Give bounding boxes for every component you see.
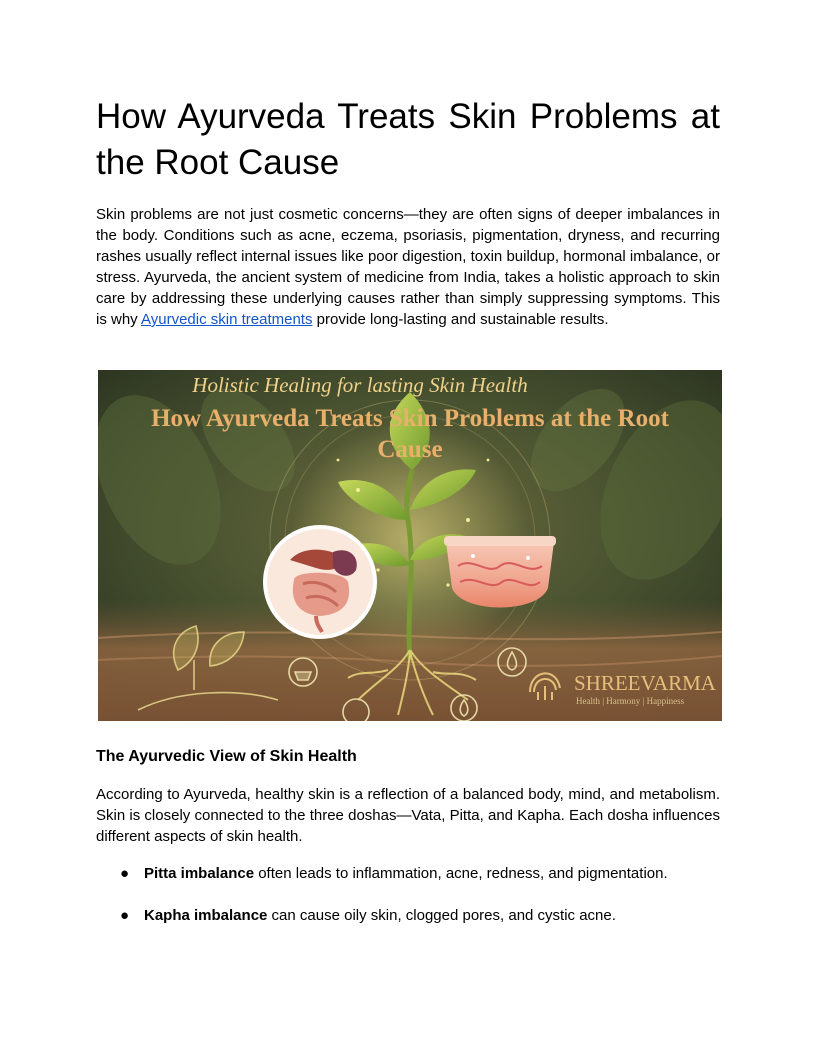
dosha-list: [96, 864, 720, 948]
bullet-icon: ●: [120, 907, 130, 924]
bullet-icon: ●: [120, 865, 130, 882]
section-paragraph: According to Ayurveda, healthy skin is a reflection of a balanced body, mind, and metabolism. Skin is closely connected to the three doshas—Vata, Pitta, and Kapha. Each dosha influences different aspects of skin health.: [96, 786, 720, 845]
intro-paragraph: [96, 204, 720, 330]
brand-tagline: Health | Harmony | Happiness: [576, 696, 685, 706]
section-heading: The Ayurvedic View of Skin Health: [96, 748, 357, 765]
list-item-bold: Pitta imbalance: [144, 865, 255, 882]
list-item-text: can cause oily skin, clogged pores, and cystic acne.: [267, 907, 616, 924]
skin-layers-icon: [444, 536, 556, 608]
hero-tagline: Holistic Healing for lasting Skin Health: [192, 373, 528, 397]
hero-heading-line1: How Ayurveda Treats Skin Problems at the Root: [151, 405, 669, 432]
page-title: How Ayurveda Treats Skin Problems at the Root Cause: [96, 97, 720, 182]
digestive-system-icon: [265, 527, 375, 637]
intro-text-end: provide long-lasting and sustainable results.: [312, 311, 609, 328]
ayurvedic-skin-treatments-link[interactable]: Ayurvedic skin treatments: [141, 311, 313, 328]
intro-text: Skin problems are not just cosmetic concerns—they are often signs of deeper imbalances in the body. Conditions such as acne, eczema, psoriasis, pigmentation, dryness, and recurring rashes usually reflect internal issues like poor digestion, toxin buildup, hormonal imbalance, or stress. Ayurveda, the ancient system of medicine from India, takes a holistic approach to skin care by addressing these underlying causes rather than simply suppressing symptoms. This is why: [96, 206, 720, 328]
hero-image: [98, 370, 722, 721]
list-item-text: often leads to inflammation, acne, redness, and pigmentation.: [254, 865, 668, 882]
list-item-bold: Kapha imbalance: [144, 907, 268, 924]
hero-heading-line2: Cause: [377, 436, 443, 463]
list-item: [96, 906, 720, 926]
brand-name: SHREEVARMA: [574, 671, 716, 695]
list-item: [96, 864, 720, 884]
